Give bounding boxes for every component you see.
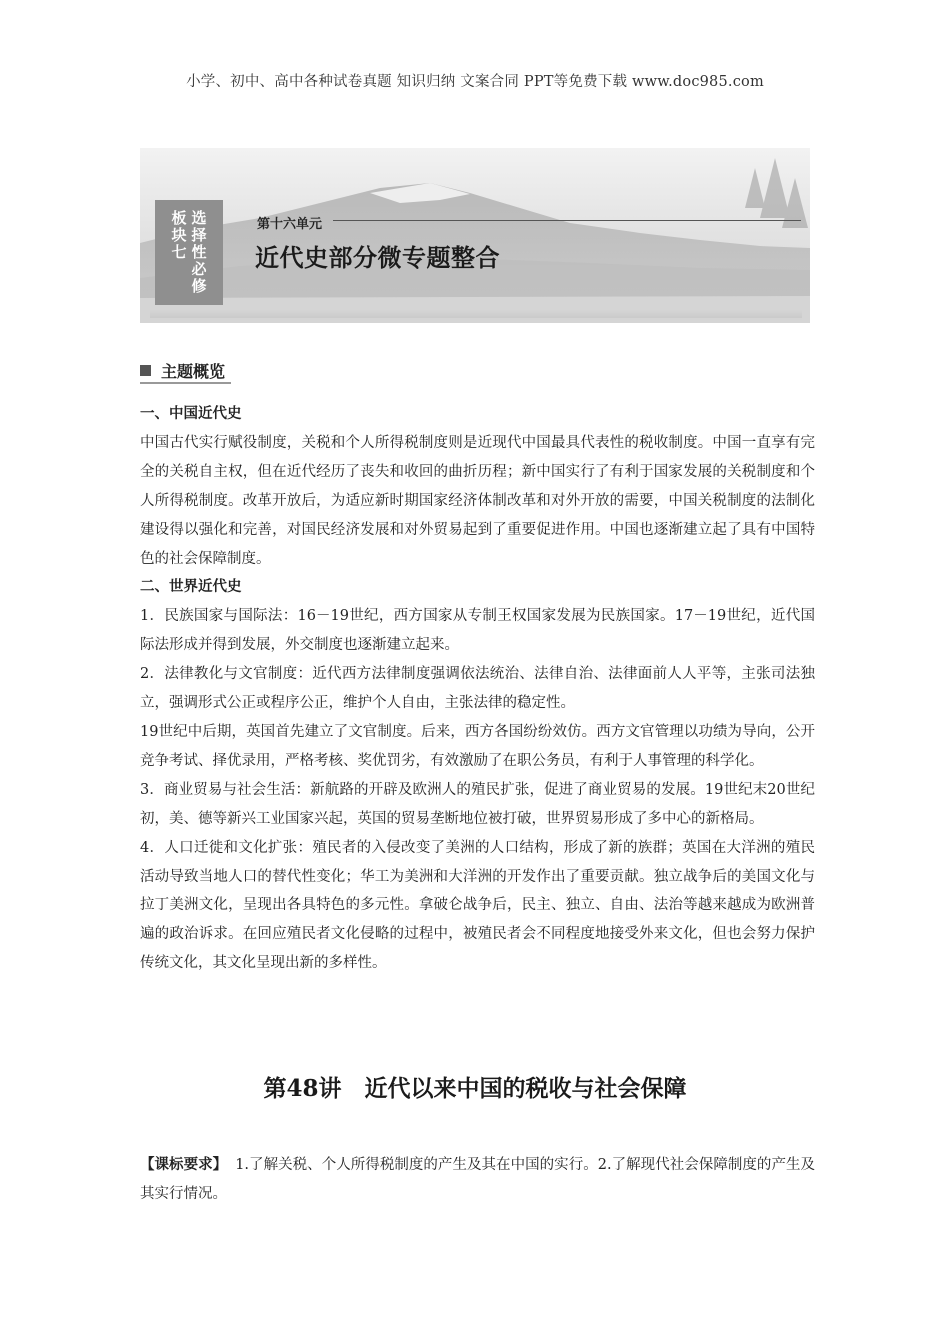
world-item: 1．民族国家与国际法：16－19世纪，西方国家从专制王权国家发展为民族国家。17－19世纪，近代国际法形成并得到发展，外交制度也逐渐建立起来。 [140,608,815,654]
world-item: 3．商业贸易与社会生活：新航路的开辟及欧洲人的殖民扩张，促进了商业贸易的发展。19世纪末20世纪初，美、德等新兴工业国家兴起，英国的贸易垄断地位被打破，世界贸易形成了多中心的新格局。 [140,781,815,827]
unit-divider [333,220,801,221]
mountain-landscape-image [140,148,810,323]
china-heading: 一、中国近代史 [140,406,242,422]
requirements-text: 1.了解关税、个人所得税制度的产生及其在中国的实行。2.了解现代社会保障制度的产生及其实行情况。 [140,1157,816,1202]
block-tag [155,200,223,305]
block-tag-right: 选择性必修 [191,209,207,295]
overview-heading [140,358,231,384]
world-item: 2．法律教化与文官制度：近代西方法律制度强调依法统治、法律自治、法律面前人人平等，主张司法独立，强调形式公正或程序公正，维护个人自由，主张法律的稳定性。 [140,666,815,712]
overview-content [140,400,815,978]
unit-title: 近代史部分微专题整合 [255,244,500,272]
lecture-title: 第48讲 近代以来中国的税收与社会保障 [263,1075,687,1102]
curriculum-requirements [140,1151,815,1209]
block-tag-left: 板块七 [171,209,187,261]
overview-heading-text: 主题概览 [161,361,226,381]
china-paragraph: 中国古代实行赋役制度，关税和个人所得税制度则是近现代中国最具代表性的税收制度。中国一直享有完全的关税自主权，但在近代经历了丧失和收回的曲折历程；新中国实行了有利于国家发展的关税制度和个人所得税制度。改革开放后，为适应新时期国家经济体制改革和对外开放的需要，中国关税制度的法制化建设得以强化和完善，对国民经济发展和对外贸易起到了重要促进作用。中国也逐渐建立起了具有中国特色的社会保障制度。 [140,434,815,567]
world-heading: 二、世界近代史 [140,579,242,596]
requirements-label: 【课标要求】 [140,1157,228,1173]
world-item: 4．人口迁徙和文化扩张：殖民者的入侵改变了美洲的人口结构，形成了新的族群；英国在大洋洲的殖民活动导致当地人口的替代性变化；华工为美洲和大洋洲的开发作出了重要贡献。独立战争后的美国文化与拉丁美洲文化，呈现出各具特色的多元性。拿破仑战争后，民主、独立、自由、法治等越来越成为欧洲普遍的政治诉求。在回应殖民者文化侵略的过程中，被殖民者会不同程度地接受外来文化，但也会努力保护传统文化，其文化呈现出新的多样性。 [140,839,815,972]
square-bullet-icon [140,365,151,376]
world-item: 19世纪中后期，英国首先建立了文官制度。后来，西方各国纷纷效仿。西方文官管理以功绩为导向，公开竞争考试、择优录用，严格考核、奖优罚劣，有效激励了在职公务员，有利于人事管理的科学化。 [140,723,815,769]
unit-label: 第十六单元 [257,217,323,232]
banner-shadow [150,310,802,320]
page-header: 小学、初中、高中各种试卷真题 知识归纳 文案合同 PPT等免费下载 www.doc985.com [186,74,764,90]
unit-banner [140,148,810,323]
